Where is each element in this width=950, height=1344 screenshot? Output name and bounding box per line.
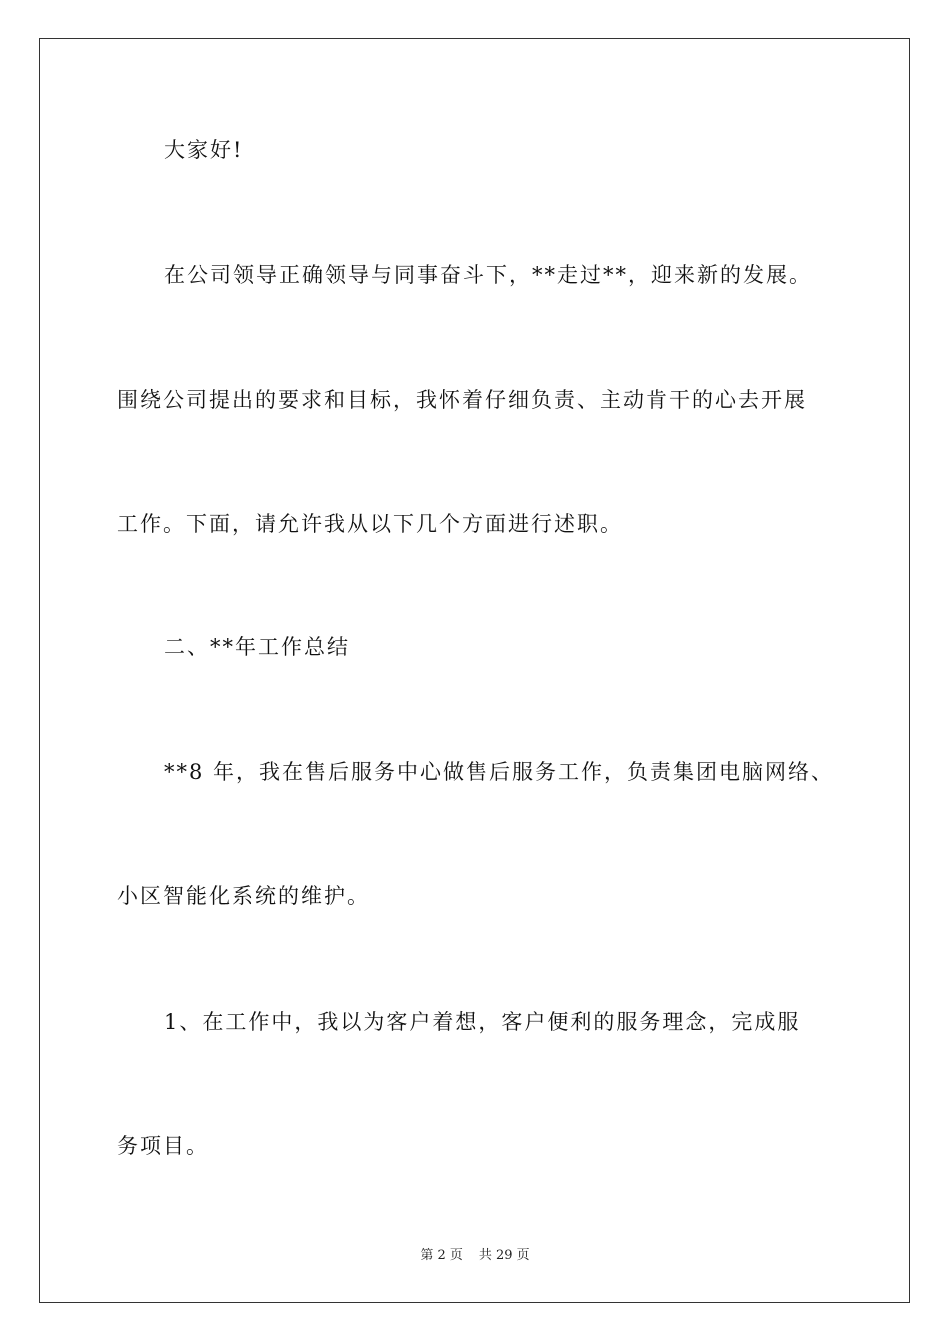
- paragraph-line: 围绕公司提出的要求和目标，我怀着仔细负责、主动肯干的心去开展: [117, 388, 807, 412]
- page-footer: [0, 1248, 950, 1264]
- paragraph-line: 1、在工作中，我以为客户着想，客户便利的服务理念，完成服: [164, 1010, 801, 1034]
- paragraph-line: 小区智能化系统的维护。: [117, 884, 370, 908]
- paragraph-line: 务项目。: [117, 1134, 209, 1158]
- section-heading: 二、**年工作总结: [164, 635, 350, 659]
- paragraph-line: 在公司领导正确领导与同事奋斗下，**走过**，迎来新的发展。: [164, 263, 812, 287]
- page-border: [39, 38, 910, 1303]
- paragraph-line: **8 年，我在售后服务中心做售后服务工作，负责集团电脑网络、: [164, 760, 835, 784]
- page-number: 第 2 页: [420, 1248, 463, 1263]
- paragraph-line: 工作。下面，请允许我从以下几个方面进行述职。: [117, 512, 623, 536]
- greeting-line: 大家好!: [164, 138, 244, 162]
- page-total: 共 29 页: [478, 1248, 530, 1263]
